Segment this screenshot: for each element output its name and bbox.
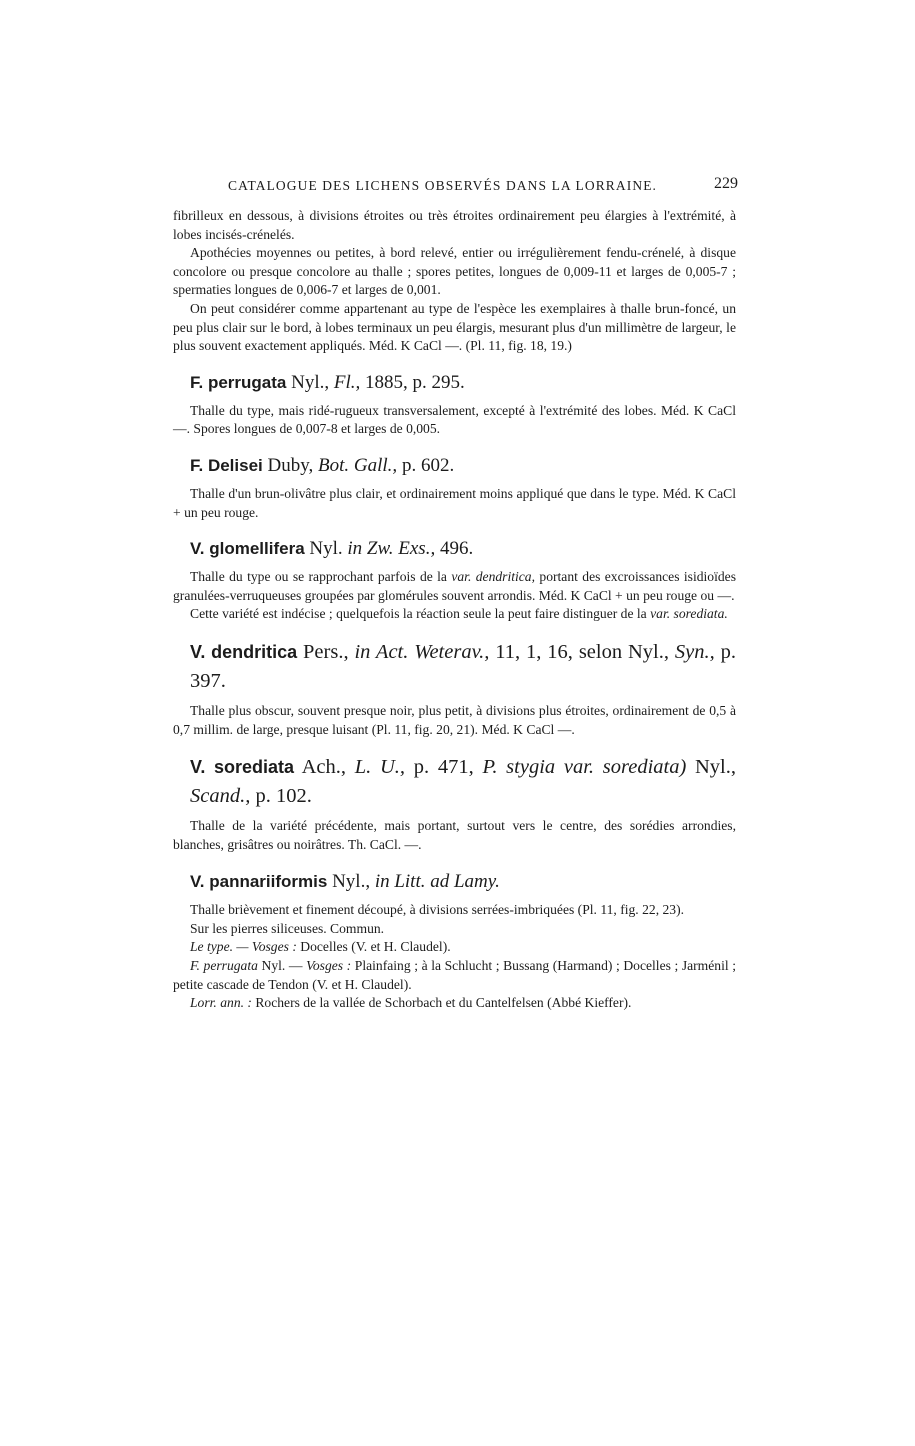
taxon-citation: 11, 1, 16, selon Nyl., [489, 640, 675, 663]
paragraph [173, 605, 736, 624]
text-run: Docelles (V. et H. Claudel). [296, 939, 451, 955]
italic-run: Vosges : [306, 958, 352, 974]
running-head [228, 175, 738, 194]
locality-entry [173, 957, 736, 994]
text-run: Cette variété est indécise ; quelquefois la réaction seule la peut faire distinguer de la [190, 606, 651, 622]
locality-entry [173, 938, 736, 957]
italic-run: Le type. — Vosges : [190, 939, 297, 955]
paragraph: Apothécies moyennes ou petites, à bord relevé, entier ou irrégulièrement fendu-crénelé, à disque concolore ou presque concolore au thalle ; spores petites, longues de 0,009-11 et larges de 0,005-7 ; spermaties longues de 0,006-7 et larges de 0,001. [173, 245, 736, 298]
taxon-reference: Syn., [674, 640, 715, 663]
text-run: Rochers de la vallée de Schorbach et du Cantelfelsen (Abbé Kieffer). [251, 995, 632, 1011]
taxon-reference: in Litt. ad Lamy. [374, 871, 500, 893]
taxon-heading [173, 638, 736, 696]
italic-run: var. sorediata. [650, 606, 728, 622]
taxon-citation: p. 602. [397, 454, 455, 476]
taxon-heading [173, 452, 736, 479]
paragraph [173, 568, 736, 605]
paragraph: Thalle de la variété précédente, mais portant, surtout vers le centre, des sorédies arrondies, blanches, grisâtres ou noirâtres. Th. CaCl. —. [173, 818, 736, 852]
page-number: 229 [714, 175, 738, 192]
page-body [173, 207, 736, 1013]
text-run: portant des excroissances isidioïdes granulées-verruqueuses groupées par glomérules souvent arrondis. Méd. K CaCl + un peu rouge ou —. [173, 569, 736, 603]
taxon-heading [173, 369, 736, 396]
taxon-reference: Scand., [190, 785, 251, 808]
text-run: Plainfaing ; à la Schlucht ; Bussang (Harmand) ; Docelles ; Jarménil ; petite cascade de Tendon (V. et H. Claudel). [173, 958, 737, 992]
taxon-reference: in Act. Weterav., [354, 640, 490, 663]
taxon-reference: L. U., [354, 756, 406, 779]
taxon-reference: Bot. Gall., [318, 454, 398, 476]
taxon-name: F. Delisei [190, 455, 263, 475]
taxon-name: V. pannariiformis [190, 872, 328, 892]
paragraph: Sur les pierres siliceuses. Commun. [190, 920, 385, 936]
taxon-heading [173, 535, 736, 562]
taxon-reference: Fl., [333, 371, 361, 393]
taxon-name: F. perrugata [190, 372, 287, 392]
paragraph: Thalle du type, mais ridé-rugueux transversalement, excepté à l'extrémité des lobes. Méd. K CaCl —. Spores longues de 0,007-8 et larges de 0,005. [173, 402, 736, 437]
taxon-name: V. sorediata [190, 757, 294, 778]
italic-run: F. perrugata [190, 958, 258, 974]
taxon-name: V. glomellifera [190, 539, 305, 559]
taxon-author: Nyl., [327, 871, 375, 893]
taxon-citation: p. 471, [405, 756, 483, 779]
taxon-citation: p. 102. [250, 785, 312, 808]
paragraph: On peut considérer comme appartenant au type de l'espèce les exemplaires à thalle brun-foncé, un peu plus clair sur le bord, à lobes terminaux un peu élargis, mesurant plus d'un millimètre de largeur, le plus souvent exactement appliqués. Méd. K CaCl —. (Pl. 11, fig. 18, 19.) [173, 300, 736, 354]
taxon-heading [173, 868, 736, 895]
paragraph: fibrilleux en dessous, à divisions étroites ou très étroites ordinairement peu élargies à l'extrémité, à lobes incisés-crénelés. [173, 208, 736, 242]
paragraph: Thalle d'un brun-olivâtre plus clair, et ordinairement moins appliqué que dans le type. Méd. K CaCl + un peu rouge. [173, 485, 736, 520]
taxon-author: Pers., [297, 640, 355, 663]
taxon-citation: p. 397. [190, 640, 736, 692]
taxon-citation: Nyl., [686, 756, 737, 779]
taxon-reference: P. stygia var. sorediata) [482, 756, 687, 779]
locality-entry [173, 994, 736, 1013]
taxon-author: Nyl., [286, 371, 334, 393]
italic-run: var. dendritica, [451, 569, 536, 585]
taxon-citation: 496. [435, 538, 474, 560]
taxon-author: Ach., [294, 756, 355, 779]
taxon-heading [173, 753, 736, 811]
taxon-author: Duby, [262, 454, 319, 476]
text-run: Thalle du type ou se rapprochant parfois de la [190, 569, 452, 585]
text-run: Nyl. — [257, 958, 307, 974]
paragraph: Thalle brièvement et finement découpé, à divisions serrées-imbriquées (Pl. 11, fig. 22, 23). [190, 902, 685, 918]
paragraph: Thalle plus obscur, souvent presque noir, plus petit, à divisions plus étroites, ordinairement de 0,5 à 0,7 millim. de large, presque luisant (Pl. 11, fig. 20, 21). Méd. K CaCl —. [173, 702, 736, 737]
italic-run: Lorr. ann. : [190, 995, 252, 1011]
taxon-name: V. dendritica [190, 641, 298, 662]
taxon-author: Nyl. [304, 538, 348, 560]
taxon-reference: in Zw. Exs., [347, 538, 436, 560]
running-head-title: CATALOGUE DES LICHENS OBSERVÉS DANS LA LORRAINE. [228, 178, 658, 193]
taxon-citation: 1885, p. 295. [360, 371, 465, 393]
